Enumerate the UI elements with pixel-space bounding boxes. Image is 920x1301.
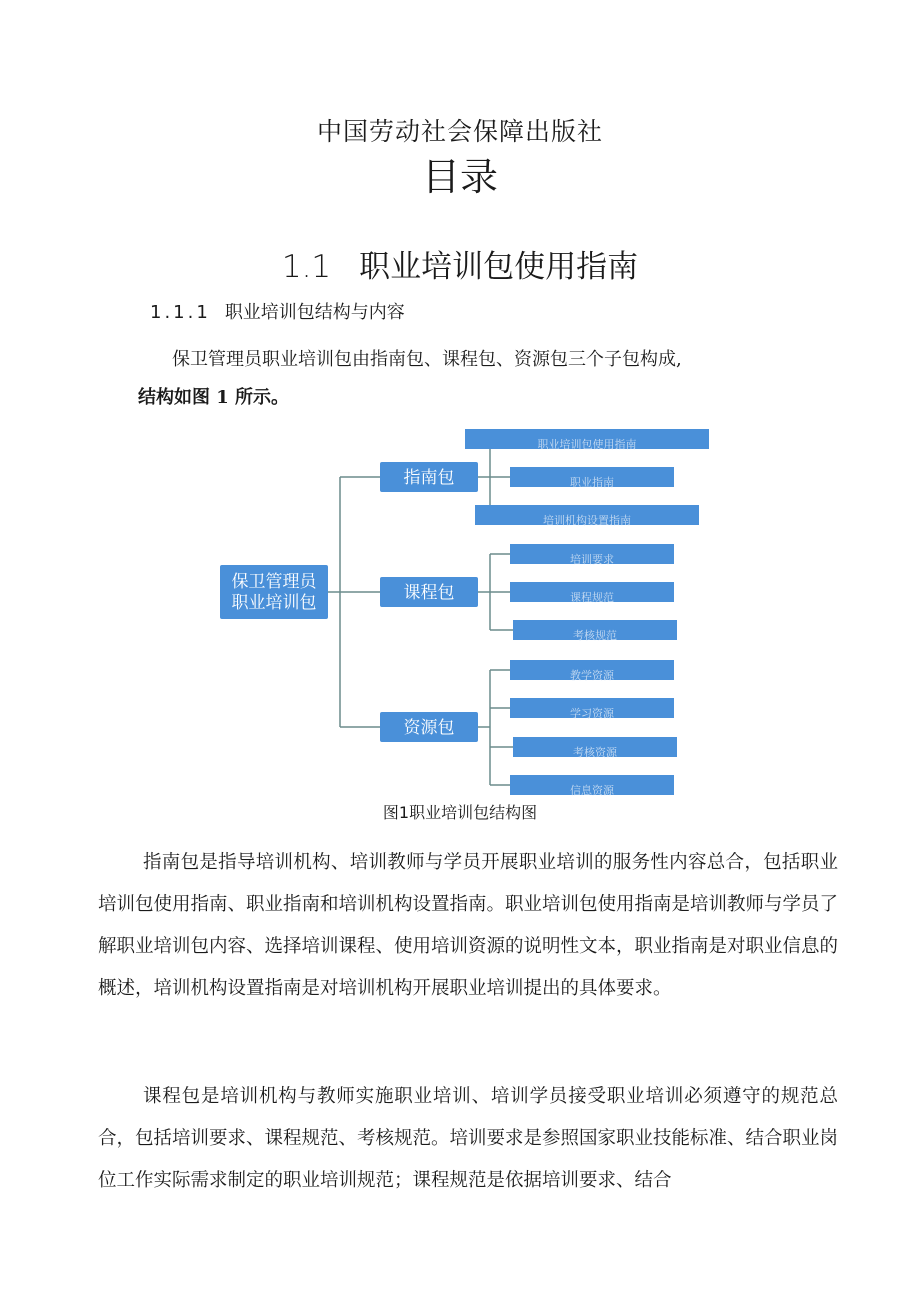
leaf-label: 学习资源 [570,707,614,720]
leaf-label: 培训机构设置指南 [543,514,631,527]
leaf-label: 培训要求 [570,553,614,566]
subsection-number: 1.1.1 [150,302,211,323]
section-heading [0,241,920,286]
figure-caption: 图1职业培训包结构图 [382,803,538,822]
leaf-label: 职业培训包使用指南 [537,438,637,451]
paragraph-course-package: 课程包是培训机构与教师实施职业培训、培训学员接受职业培训必须遵守的规范总合，包括培训要求、课程规范、考核规范。培训要求是参照国家职业技能标准、结合职业岗位工作实际需求制定的职业培训规范；课程规范是依据培训要求、结合 [98,1086,839,1191]
leaf-label: 课程规范 [570,591,614,604]
structure-diagram-svg [130,420,720,800]
section-title: 职业培训包使用指南 [359,249,639,285]
intro-line-2: 结构如图 1 所示。 [138,387,290,408]
leaf-label: 考核规范 [573,629,617,642]
subsection-heading [150,298,405,324]
branch-label: 资源包 [403,718,455,738]
leaf-label: 考核资源 [573,746,617,759]
branch-label: 课程包 [403,583,455,603]
paragraph-guide-package: 指南包是指导培训机构、培训教师与学员开展职业培训的服务性内容总合，包括职业培训包使用指南、职业指南和培训机构设置指南。职业培训包使用指南是培训教师与学员了解职业培训包内容、选择培训课程、使用培训资源的说明性文本，职业指南是对职业信息的概述，培训机构设置指南是对培训机构开展职业培训提出的具体要求。 [98,852,839,999]
leaf-label: 教学资源 [570,669,614,682]
publisher-name: 中国劳动社会保障出版社 [316,117,603,146]
section-number: 1.1 [281,249,332,285]
structure-diagram [130,420,720,800]
intro-line-1: 保卫管理员职业培训包由指南包、课程包、资源包三个子包构成, [172,349,682,370]
leaf-label: 信息资源 [570,784,614,797]
root-label-line: 保卫管理员 [231,572,317,592]
leaf-label: 职业指南 [570,476,614,489]
branch-label: 指南包 [403,468,455,488]
root-label-line: 职业培训包 [231,593,317,613]
toc-title: 目录 [421,155,498,199]
subsection-title: 职业培训包结构与内容 [224,302,405,323]
